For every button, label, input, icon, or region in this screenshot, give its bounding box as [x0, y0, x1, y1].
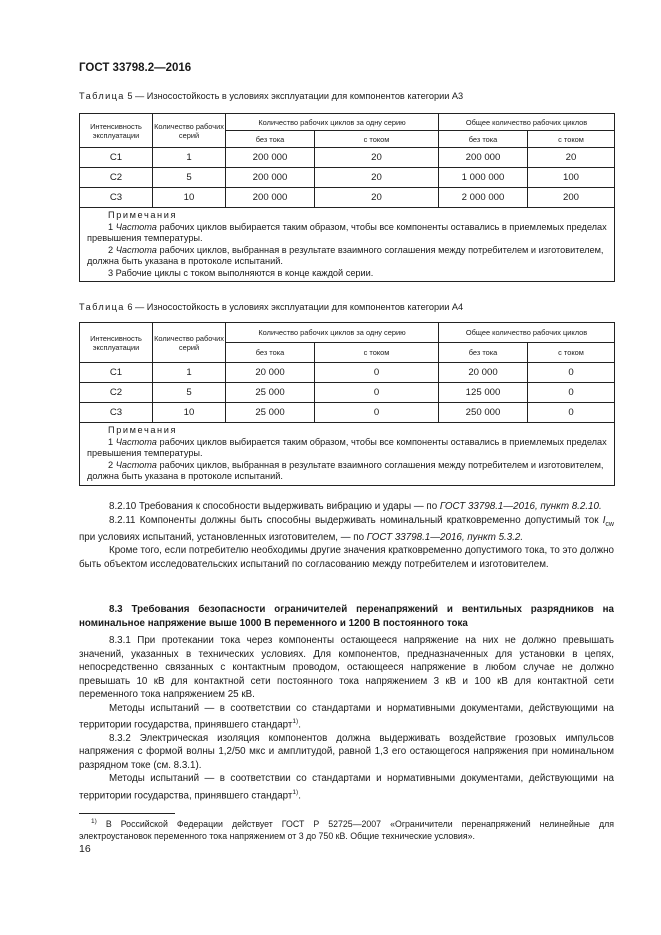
paragraph-8-2-11: 8.2.11 Компоненты должны быть способны выдерживать номинальный кратковременно допустимый ток $I_{cw}$ при условиях испытаний, установленных изготовителем, — по ГОСТ 33798.1—2016, пункт 5.3.2. — [79, 514, 614, 543]
intensity-cell: С3 — [80, 403, 153, 423]
intensity-cell: С3 — [80, 188, 153, 208]
footnote: $^{1)}$ В Российской Федерации действует ГОСТ Р 52725—2007 «Ограничители перенапряжений нелинейные для электроустановок переменного тока напряжением от 3 до 750 кВ. Общие технические условия». — [79, 818, 614, 841]
table-row — [80, 148, 615, 168]
paragraph-8-3-2: 8.3.2 Электрическая изоляция компонентов должна выдерживать воздействие грозовых импульсов напряжения с формой волны 1,2/50 мкс и амплитудой, равной 1,3 его остающегося напряжения при номинальном разрядном токе (см. 8.3.1). — [79, 732, 614, 771]
table5-subheader-no-current: без тока — [439, 131, 528, 148]
table5-subheader-with-current: с током — [315, 131, 439, 148]
per-series-with-current-cell: 20 — [315, 188, 439, 208]
intensity-cell: С2 — [80, 168, 153, 188]
table-row — [80, 363, 615, 383]
per-series-with-current-cell: 0 — [315, 403, 439, 423]
table6 — [79, 322, 615, 486]
per-series-no-current-cell: 25 000 — [226, 383, 315, 403]
table5-caption — [79, 91, 463, 101]
table6-subheader-no-current: без тока — [226, 343, 315, 363]
table6-header-series: Количество рабочих серий — [153, 323, 226, 363]
table6-subheader-no-current: без тока — [439, 343, 528, 363]
table5-header-intensity: Интенсивность эксплуатации — [80, 114, 153, 148]
note-2: 2 Частота рабочих циклов, выбранная в результате взаимного соглашения между потребителем и изготовителем, должна быть указана в протоколе испытаний. — [87, 244, 604, 266]
table6-caption — [79, 302, 463, 312]
table6-subheader-with-current: с током — [528, 343, 615, 363]
series-cell: 10 — [153, 188, 226, 208]
paragraph-8-3-1: 8.3.1 При протекании тока через компоненты остающееся напряжение на них не должно превышать значений, указанных в технических условиях. Для компонентов, предназначенных для установки в цепях, непосредственно связанных с контактным проводом, остающееся напряжение в любом случае не должно превышать 10 кВ для контактной сети постоянного тока напряжением 3 кВ и 100 кВ для контактной сети переменного тока напряжением 25 кВ. — [79, 635, 614, 700]
paragraph-methods-1: Методы испытаний — в соответствии со стандартами и нормативными документами, действующими на территории государства, принявшего стандарт$^{1)}$. — [79, 702, 614, 731]
total-with-current-cell: 20 — [528, 148, 615, 168]
per-series-with-current-cell: 0 — [315, 363, 439, 383]
note-3: 3 Рабочие циклы с током выполняются в конце каждой серии. — [108, 267, 374, 278]
per-series-with-current-cell: 20 — [315, 168, 439, 188]
per-series-no-current-cell: 200 000 — [226, 188, 315, 208]
per-series-no-current-cell: 20 000 — [226, 363, 315, 383]
notes-title: Примечания — [108, 210, 178, 220]
footnote-separator — [79, 813, 175, 814]
notes-title: Примечания — [108, 425, 178, 435]
table5 — [79, 113, 615, 282]
table6-header-total: Общее количество рабочих циклов — [439, 323, 615, 343]
total-with-current-cell: 100 — [528, 168, 615, 188]
table5-notes — [80, 208, 615, 282]
table6-label: Таблица — [79, 302, 125, 312]
table5-title: 5 — Износостойкость в условиях эксплуатации для компонентов категории А3 — [127, 91, 464, 101]
note-1: 1 Частота рабочих циклов выбирается таким образом, чтобы все компоненты оставались в приемлемых пределах превышения температуры. — [87, 436, 607, 458]
table5-header-per-series: Количество рабочих циклов за одну серию — [226, 114, 439, 131]
series-cell: 1 — [153, 148, 226, 168]
total-with-current-cell: 200 — [528, 188, 615, 208]
table5-label: Таблица — [79, 91, 125, 101]
table-row — [80, 383, 615, 403]
per-series-with-current-cell: 20 — [315, 148, 439, 168]
total-no-current-cell: 250 000 — [439, 403, 528, 423]
body-text-1 — [79, 500, 614, 571]
total-with-current-cell: 0 — [528, 403, 615, 423]
table6-subheader-with-current: с током — [315, 343, 439, 363]
total-no-current-cell: 125 000 — [439, 383, 528, 403]
total-no-current-cell: 20 000 — [439, 363, 528, 383]
series-cell: 5 — [153, 168, 226, 188]
per-series-with-current-cell: 0 — [315, 383, 439, 403]
table6-title: 6 — Износостойкость в условиях эксплуатации для компонентов категории А4 — [127, 302, 464, 312]
table5-subheader-with-current: с током — [528, 131, 615, 148]
table5-header-series: Количество рабочих серий — [153, 114, 226, 148]
table5-header-total: Общее количество рабочих циклов — [439, 114, 615, 131]
total-with-current-cell: 0 — [528, 363, 615, 383]
per-series-no-current-cell: 25 000 — [226, 403, 315, 423]
table6-notes — [80, 423, 615, 486]
total-with-current-cell: 0 — [528, 383, 615, 403]
note-2: 2 Частота рабочих циклов, выбранная в результате взаимного соглашения между потребителем и изготовителем, должна быть указана в протоколе испытаний. — [87, 459, 604, 481]
body-text-2 — [79, 634, 614, 803]
total-no-current-cell: 2 000 000 — [439, 188, 528, 208]
note-1: 1 Частота рабочих циклов выбирается таким образом, чтобы все компоненты оставались в приемлемых пределах превышения температуры. — [87, 221, 607, 243]
table-row — [80, 403, 615, 423]
paragraph-8-2-10: 8.2.10 Требования к способности выдерживать вибрацию и удары — по ГОСТ 33798.1—2016, пункт 8.2.10. — [109, 501, 602, 512]
table-row — [80, 188, 615, 208]
series-cell: 10 — [153, 403, 226, 423]
paragraph-methods-2: Методы испытаний — в соответствии со стандартами и нормативными документами, действующими на территории государства, принявшего стандарт$^{1)}$. — [79, 773, 614, 802]
section-8-3-heading: 8.3 Требования безопасности ограничителей перенапряжений и вентильных разрядников на номинальное напряжение выше 1000 В переменного и 1200 В постоянного тока — [79, 604, 614, 629]
total-no-current-cell: 1 000 000 — [439, 168, 528, 188]
table6-header-per-series: Количество рабочих циклов за одну серию — [226, 323, 439, 343]
series-cell: 1 — [153, 363, 226, 383]
document-number: ГОСТ 33798.2—2016 — [79, 62, 192, 74]
per-series-no-current-cell: 200 000 — [226, 168, 315, 188]
paragraph-additional: Кроме того, если потребителю необходимы другие значения кратковременно допустимого тока, то это должно быть объектом исследовательских испытаний по согласованию между потребителем и изготовителем. — [79, 545, 614, 570]
series-cell: 5 — [153, 383, 226, 403]
intensity-cell: С1 — [80, 363, 153, 383]
table6-header-intensity: Интенсивность эксплуатации — [80, 323, 153, 363]
intensity-cell: С1 — [80, 148, 153, 168]
total-no-current-cell: 200 000 — [439, 148, 528, 168]
intensity-cell: С2 — [80, 383, 153, 403]
table5-subheader-no-current: без тока — [226, 131, 315, 148]
page-number: 16 — [79, 843, 91, 855]
table-row — [80, 168, 615, 188]
per-series-no-current-cell: 200 000 — [226, 148, 315, 168]
